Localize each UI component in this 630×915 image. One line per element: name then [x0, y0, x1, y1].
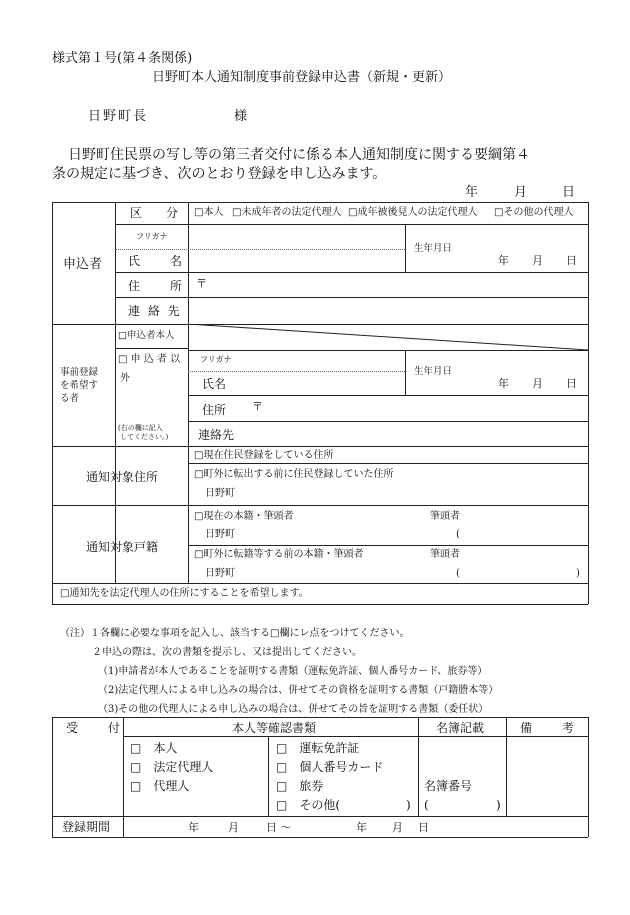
checkbox-other-doc[interactable]: □ その他( [276, 798, 341, 812]
applicant-postal-mark[interactable]: 〒 [196, 277, 207, 290]
checkbox-mynumber-card[interactable]: □ 個人番号カード [276, 760, 384, 774]
applicant-name-label: 氏 名 [128, 254, 185, 268]
applicant-name-input[interactable] [190, 251, 403, 271]
note-1: （注）１各欄に必要な事項を記入し、該当する□欄にレ点をつけてください。 [60, 628, 410, 639]
household-head-label-1: 筆頭者 [430, 511, 460, 522]
period-start-month[interactable]: 月 [228, 821, 239, 834]
registration-period-label: 登録期間 [62, 820, 111, 834]
period-start-year[interactable]: 年 [188, 821, 199, 834]
applicant-category-label: 区 分 [130, 206, 179, 220]
registrant-label-2: を希望す [60, 380, 99, 391]
registrant-dob-day[interactable]: 日 [566, 377, 577, 390]
checkbox-self[interactable]: □本人 [194, 207, 224, 218]
registrant-dob-year[interactable]: 年 [498, 377, 509, 390]
applicant-contact-input[interactable] [190, 299, 586, 322]
applicant-address-label: 住 所 [128, 279, 185, 293]
checkbox-current-address[interactable]: □現在住民登録をしている住所 [194, 450, 334, 461]
date-year[interactable]: 年 [465, 185, 479, 200]
notify-address-label: 通知対象住所 [86, 470, 159, 484]
date-day[interactable]: 日 [562, 185, 576, 200]
note-3: （1)申請者が本人であることを証明する書類（運転免許証、個人番号カード、旅券等） [98, 666, 488, 677]
period-end-year[interactable]: 年 [356, 821, 367, 834]
registrant-dob-label: 生年月日 [414, 366, 453, 377]
previous-address-town: 日野町 [205, 488, 235, 499]
remarks-header: 備 考 [520, 721, 577, 735]
honorific: 様 [234, 109, 248, 124]
notify-domicile-label: 通知対象戸籍 [86, 540, 159, 554]
registrant-postal-mark[interactable]: 〒 [252, 400, 263, 413]
registrant-name-label: 氏名 [202, 377, 227, 391]
applicant-section-label: 申込者 [63, 257, 103, 272]
checkbox-other-agent[interactable]: □その他の代理人 [494, 207, 574, 218]
registrant-other-cont: 外 [120, 373, 130, 384]
applicant-contact-label: 連 絡 先 [128, 304, 182, 318]
registrant-furigana-label: フリガナ [200, 355, 232, 364]
current-domicile-town: 日野町 [205, 529, 235, 540]
register-header: 名簿記載 [436, 721, 485, 735]
checkbox-doc-legal-rep[interactable]: □ 法定代理人 [130, 760, 214, 774]
register-number-label: 名簿番号 [424, 779, 473, 793]
checkbox-adult-guardian[interactable]: □成年被後見人の法定代理人 [348, 207, 478, 218]
checkbox-drivers-license[interactable]: □ 運転免許証 [276, 741, 360, 755]
checkbox-registrant-self[interactable]: □申込者本人 [118, 330, 175, 341]
registrant-label-3: る者 [60, 393, 80, 404]
note-5: （3)その他の代理人による申し込みの場合は、併せてその旨を証明する書類（委任状） [98, 704, 489, 715]
registrant-label-1: 事前登録 [60, 367, 99, 378]
applicant-furigana-label: フリガナ [136, 232, 168, 241]
registrant-name-input[interactable] [250, 373, 403, 393]
intro-line-1: 日野町住民票の写し等の第三者交付に係る本人通知制度に関する要綱第４ [68, 147, 530, 163]
registrant-furigana-input[interactable] [250, 352, 403, 370]
intro-line-2: 条の規定に基づき、次のとおり登録を申し込みます。 [52, 166, 387, 182]
checkbox-minor-legal-rep[interactable]: □未成年者の法定代理人 [232, 207, 342, 218]
checkbox-passport[interactable]: □ 旅券 [276, 779, 324, 793]
registrant-contact-label: 連絡先 [198, 428, 235, 442]
form-title: 日野町本人通知制度事前登録申込書（新規・更新） [152, 70, 452, 85]
other-doc-close-paren: ) [406, 798, 411, 812]
applicant-dob-year[interactable]: 年 [498, 254, 509, 267]
applicant-dob-label: 生年月日 [414, 243, 453, 254]
previous-domicile-town: 日野町 [205, 568, 235, 579]
period-end-day[interactable]: 日 [418, 821, 429, 834]
registrant-contact-input[interactable] [250, 423, 586, 444]
checkbox-doc-agent[interactable]: □ 代理人 [130, 779, 190, 793]
checkbox-previous-address[interactable]: □町外に転出する前に住民登録していた住所 [194, 469, 394, 480]
form-number: 様式第１号(第４条関係) [52, 51, 193, 66]
registrant-note-2: してください。) [120, 433, 169, 441]
household-head-paren-close-2: ) [576, 568, 580, 579]
register-number-close: ) [496, 798, 501, 812]
date-month[interactable]: 月 [514, 185, 528, 200]
checkbox-previous-domicile[interactable]: □町外に転籍等する前の本籍・筆頭者 [194, 549, 364, 560]
id-documents-header: 本人等確認書類 [232, 721, 317, 735]
receipt-header: 受 付 [66, 721, 123, 735]
applicant-furigana-input[interactable] [190, 226, 403, 248]
household-head-paren-1: ( [456, 529, 460, 540]
period-end-month[interactable]: 月 [392, 821, 403, 834]
checkbox-doc-self[interactable]: □ 本人 [130, 741, 178, 755]
registrant-dob-month[interactable]: 月 [532, 377, 543, 390]
household-head-paren-2: ( [456, 568, 460, 579]
checkbox-legal-rep-address[interactable]: □通知先を法定代理人の住所にすることを希望します。 [60, 588, 309, 599]
registrant-note-1: (右の欄に記入 [118, 424, 163, 432]
checkbox-registrant-other[interactable]: □ 申 込 者 以 [118, 354, 181, 365]
period-start-day[interactable]: 日 〜 [266, 821, 292, 834]
register-number-open: ( [424, 798, 429, 812]
applicant-dob-month[interactable]: 月 [532, 254, 543, 267]
household-head-label-2: 筆頭者 [430, 549, 460, 560]
checkbox-current-domicile[interactable]: □現在の本籍・筆頭者 [194, 511, 294, 522]
applicant-dob-day[interactable]: 日 [566, 254, 577, 267]
registrant-address-label: 住所 [202, 403, 227, 417]
diagonal-strike [188, 324, 588, 352]
note-4: （2)法定代理人による申し込みの場合は、併せてその資格を証明する書類（戸籍謄本等） [98, 685, 499, 696]
note-2: ２申込の際は、次の書類を提示し、又は提出してください。 [92, 647, 362, 658]
addressee: 日野町長 [88, 109, 149, 124]
